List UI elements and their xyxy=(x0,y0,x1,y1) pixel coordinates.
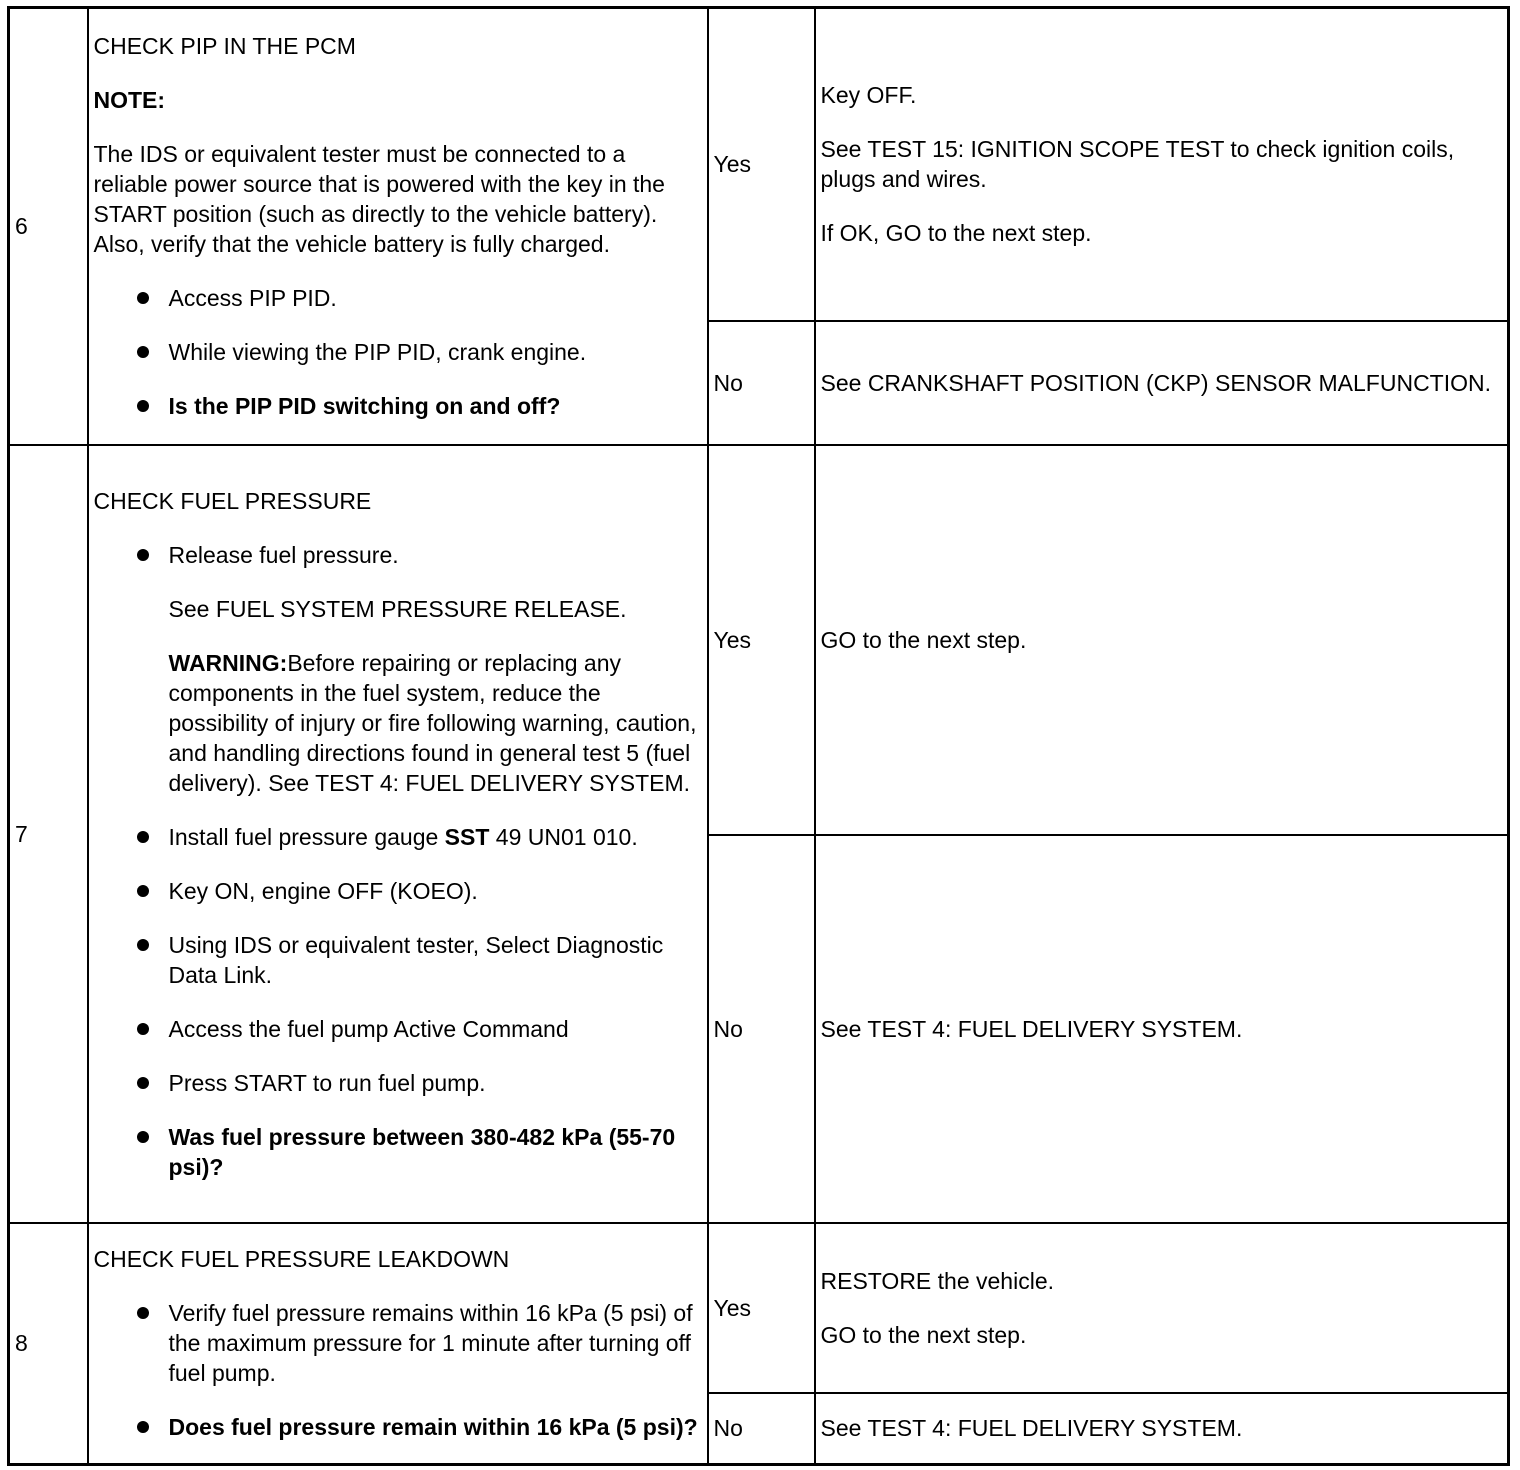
action-line: See TEST 4: FUEL DELIVERY SYSTEM. xyxy=(820,1015,1243,1042)
step-instructions xyxy=(88,1223,708,1465)
sst-label: SST xyxy=(444,823,490,850)
action-no xyxy=(815,321,1509,445)
answer-no: No xyxy=(708,835,815,1223)
bullet-list xyxy=(94,540,702,1182)
action-line: If OK, GO to the next step. xyxy=(820,220,1092,247)
note-label: NOTE: xyxy=(93,87,166,114)
answer-yes: Yes xyxy=(708,445,815,835)
bullet-icon xyxy=(137,549,149,561)
step-number: 6 xyxy=(9,8,88,445)
warning-label: WARNING: xyxy=(168,649,288,676)
bullet-icon xyxy=(137,831,149,843)
action-line: See TEST 15: IGNITION SCOPE TEST to check ignition coils, plugs and wires. xyxy=(820,136,1455,193)
warning-block xyxy=(169,648,702,798)
bullet-icon xyxy=(137,346,149,358)
step-instructions xyxy=(88,445,708,1223)
action-line: See CRANKSHAFT POSITION (CKP) SENSOR MALFUNCTION. xyxy=(820,369,1492,396)
bullet-icon xyxy=(137,1077,149,1089)
answer-no: No xyxy=(708,1393,815,1465)
sst-part-number: 49 UN01 010. xyxy=(489,823,638,850)
action-no xyxy=(815,835,1509,1223)
answer-no: No xyxy=(708,321,815,445)
bullet-list xyxy=(94,283,702,421)
step-instructions xyxy=(88,8,708,445)
action-yes xyxy=(815,1223,1509,1393)
action-line: GO to the next step. xyxy=(820,626,1027,653)
action-no xyxy=(815,1393,1509,1465)
list-item: Access PIP PID. xyxy=(169,283,702,313)
step-title: CHECK FUEL PRESSURE LEAKDOWN xyxy=(93,1246,510,1273)
warning-text: Before repairing or replacing any components in the fuel system, reduce the possibility of injury or fire following warning, caution, and handling directions found in general test 5 (fuel delivery). See TEST 4: FUEL DELIVERY SYSTEM. xyxy=(168,649,697,796)
step-title: CHECK FUEL PRESSURE xyxy=(93,487,372,514)
list-item-question: Does fuel pressure remain within 16 kPa (5 psi)? xyxy=(169,1412,702,1442)
list-item: Install fuel pressure gauge SST 49 UN01 010. xyxy=(169,822,702,852)
bullet-icon xyxy=(137,1131,149,1143)
action-line: Key OFF. xyxy=(820,82,917,109)
action-yes xyxy=(815,445,1509,835)
step-6-yes-row xyxy=(9,8,1509,321)
step-7-yes-row xyxy=(9,445,1509,835)
bullet-icon xyxy=(137,1421,149,1433)
list-item: Key ON, engine OFF (KOEO). xyxy=(169,876,702,906)
bullet-icon xyxy=(137,1023,149,1035)
action-yes xyxy=(815,8,1509,321)
diagnostic-table xyxy=(7,6,1510,1466)
list-item: Press START to run fuel pump. xyxy=(169,1068,702,1098)
action-line: See TEST 4: FUEL DELIVERY SYSTEM. xyxy=(820,1415,1243,1442)
step-8-yes-row xyxy=(9,1223,1509,1393)
list-item-question: Was fuel pressure between 380-482 kPa (55-70 psi)? xyxy=(169,1122,702,1182)
bullet-icon xyxy=(137,292,149,304)
step-title: CHECK PIP IN THE PCM xyxy=(93,33,356,60)
list-item: Release fuel pressure. See FUEL SYSTEM PRESSURE RELEASE. WARNING:Before repairing or replacing any components in the fuel system, reduce the possibility of injury or fire following warning, caution, and handling directions found in general test 5 (fuel delivery). See TEST 4: FUEL DELIVERY SYSTEM. xyxy=(169,540,702,798)
action-line: RESTORE the vehicle. xyxy=(820,1267,1055,1294)
bullet-icon xyxy=(137,885,149,897)
bullet-icon xyxy=(137,939,149,951)
bullet-list xyxy=(94,1298,702,1442)
list-item: While viewing the PIP PID, crank engine. xyxy=(169,337,702,367)
action-line: GO to the next step. xyxy=(820,1321,1027,1348)
list-item: Using IDS or equivalent tester, Select Diagnostic Data Link. xyxy=(169,930,702,990)
answer-yes: Yes xyxy=(708,8,815,321)
step-number: 8 xyxy=(9,1223,88,1465)
bullet-icon xyxy=(137,400,149,412)
note-text: The IDS or equivalent tester must be connected to a reliable power source that is powered with the key in the START position (such as directly to the vehicle battery). Also, verify that the vehicle battery is fully charged. xyxy=(93,141,665,258)
step-number: 7 xyxy=(9,445,88,1223)
list-item: Access the fuel pump Active Command xyxy=(169,1014,702,1044)
see-reference: See FUEL SYSTEM PRESSURE RELEASE. xyxy=(168,595,627,622)
bullet-icon xyxy=(137,1307,149,1319)
answer-yes: Yes xyxy=(708,1223,815,1393)
list-item: Verify fuel pressure remains within 16 kPa (5 psi) of the maximum pressure for 1 minute after turning off fuel pump. xyxy=(169,1298,702,1388)
list-item-question: Is the PIP PID switching on and off? xyxy=(169,391,702,421)
